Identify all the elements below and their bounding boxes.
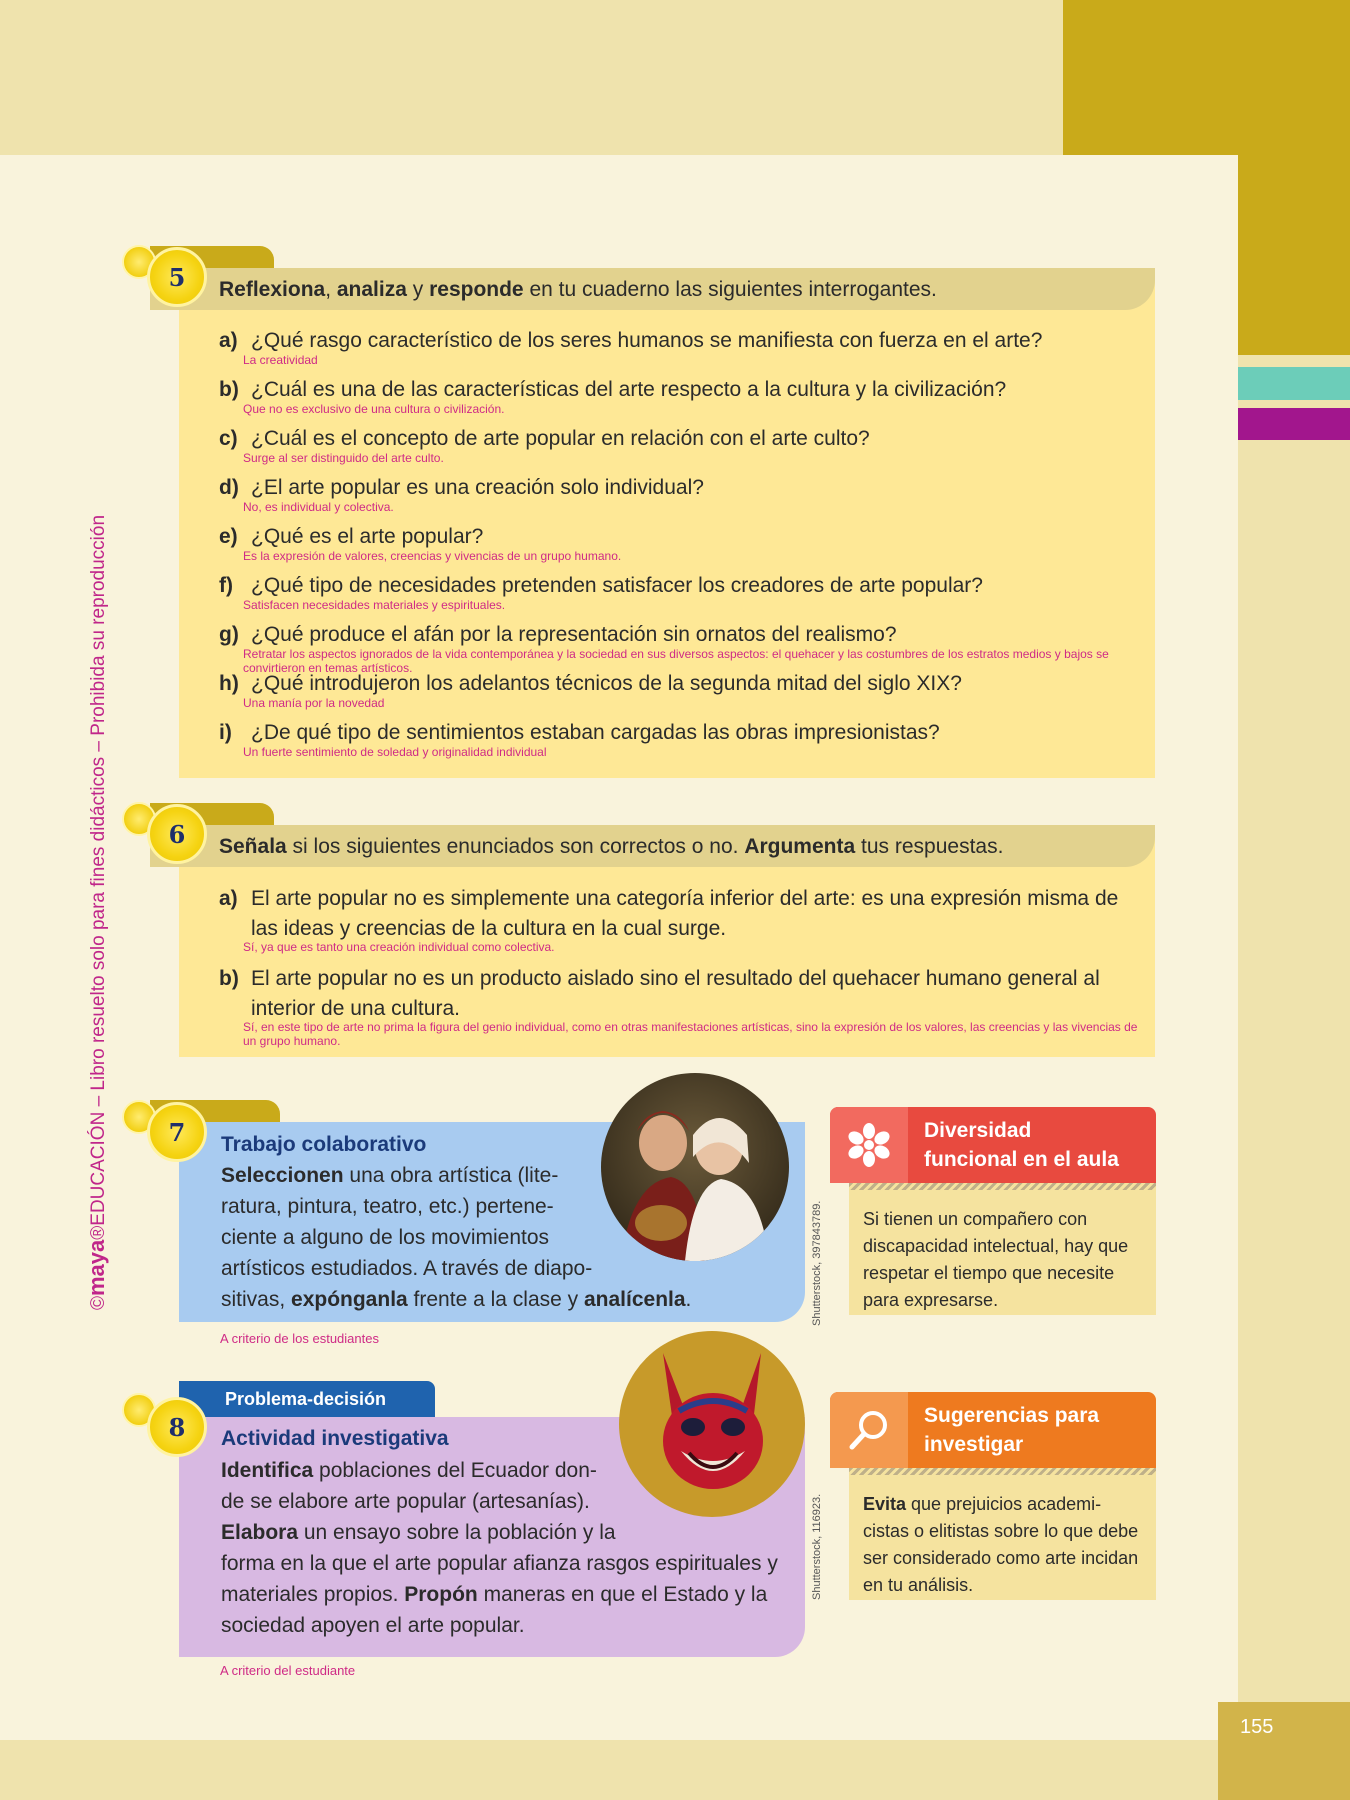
statement-6a: a) El arte popular no es simplemente una categoría inferior del arte: es una expresión misma de las ideas y creencias de la cultura en la cual surge. bbox=[219, 887, 1119, 940]
activity-7-answer-hint: A criterio de los estudiantes bbox=[220, 1331, 379, 1346]
asterisk-flower-icon bbox=[846, 1122, 892, 1168]
painting-image bbox=[601, 1073, 789, 1261]
question-5e: e) ¿Qué es el arte popular? bbox=[219, 525, 484, 548]
sugerencias-title: Sugerencias para investigar bbox=[924, 1404, 1100, 1456]
activity-8-body: Identifica poblaciones del Ecuador don- de se elabore arte popular (artesanías). Elabora un ensayo sobre la población y la forma en la que el arte popular afianza rasgos espirituales y materiales propios. Propón maneras en que el Estado y la sociedad apoyen el arte popular. bbox=[221, 1459, 778, 1637]
teal-strip bbox=[1238, 367, 1350, 400]
answer-5i: Un fuerte sentimiento de soledad y originalidad individual bbox=[243, 745, 547, 759]
answer-6a: Sí, ya que es tanto una creación individual como colectiva. bbox=[243, 940, 555, 954]
activity-8-number-badge: 8 bbox=[147, 1397, 207, 1457]
answer-5b: Que no es exclusivo de una cultura o civilización. bbox=[243, 402, 505, 416]
answer-5c: Surge al ser distinguido del arte culto. bbox=[243, 451, 444, 465]
activity-5-number-badge: 5 bbox=[147, 247, 207, 307]
vertical-copyright-notice bbox=[84, 515, 110, 1310]
photo-credit-8: Shutterstock, 116923. bbox=[811, 1493, 823, 1600]
bottom-band bbox=[0, 1740, 1350, 1800]
activity-8-answer-hint: A criterio del estudiante bbox=[220, 1663, 356, 1678]
question-5a: a) ¿Qué rasgo característico de los seres humanos se manifiesta con fuerza en el arte? bbox=[219, 329, 1043, 352]
right-margin bbox=[1238, 440, 1350, 1800]
diversidad-title: Diversidad funcional en el aula bbox=[924, 1119, 1119, 1171]
answer-5h: Una manía por la novedad bbox=[243, 696, 385, 710]
answer-5f: Satisfacen necesidades materiales y espirituales. bbox=[243, 598, 506, 612]
sugerencias-stripe bbox=[849, 1468, 1156, 1475]
activity-7-number-badge: 7 bbox=[147, 1102, 207, 1162]
answer-5g: Retratar los aspectos ignorados de la vida contemporánea y la sociedad en sus diversos aspectos: el quehacer y las costumbres de los estratos medios y bajos se convirtieron en temas artísticos. bbox=[243, 647, 1109, 675]
question-5i: i) ¿De qué tipo de sentimientos estaban cargadas las obras impresionistas? bbox=[219, 721, 940, 744]
answer-5d: No, es individual y colectiva. bbox=[243, 500, 394, 514]
question-5c: c) ¿Cuál es el concepto de arte popular en relación con el arte culto? bbox=[219, 427, 870, 450]
top-band bbox=[0, 0, 1063, 155]
brand-name: maya bbox=[84, 1239, 109, 1296]
question-5b: b) ¿Cuál es una de las características del arte respecto a la cultura y la civilización? bbox=[219, 378, 1007, 401]
sugerencias-icon-box bbox=[830, 1392, 908, 1468]
activity-7-title: Trabajo colaborativo bbox=[221, 1133, 427, 1156]
registered-symbol: ® bbox=[88, 1225, 109, 1240]
question-5d: d) ¿El arte popular es una creación solo individual? bbox=[219, 476, 704, 499]
question-5g: g) ¿Qué produce el afán por la representación sin ornatos del realismo? bbox=[219, 623, 897, 646]
activity-7-body: Seleccionen una obra artística (lite- ratura, pintura, teatro, etc.) pertene- ciente a alguno de los movimientos artísticos estudiados. A través de diapo- sitivas, expónganla frente a la clase y analícenla. bbox=[221, 1164, 692, 1311]
activity-8-title: Actividad investigativa bbox=[221, 1427, 449, 1450]
problema-decision-tab: Problema-decisión bbox=[179, 1381, 435, 1417]
answer-6b: Sí, en este tipo de arte no prima la figura del genio individual, como en otras manifestaciones artísticas, sino la expresión de los valores, las creencias y las vivencias de un grupo humano. bbox=[243, 1020, 1138, 1048]
activity-6-number-badge: 6 bbox=[147, 804, 207, 864]
diversidad-stripe bbox=[849, 1183, 1156, 1190]
question-5f: f) ¿Qué tipo de necesidades pretenden satisfacer los creadores de arte popular? bbox=[219, 574, 983, 597]
devil-mask-image bbox=[619, 1331, 805, 1517]
statement-6b: b) El arte popular no es un producto aislado sino el resultado del quehacer humano general al interior de una cultura. bbox=[219, 967, 1100, 1020]
magenta-strip bbox=[1238, 408, 1350, 440]
answer-5e: Es la expresión de valores, creencias y vivencias de un grupo humano. bbox=[243, 549, 622, 563]
activity-5-instructions: Reflexiona, analiza y responde en tu cuaderno las siguientes interrogantes. bbox=[219, 278, 937, 301]
diversidad-icon-box bbox=[830, 1107, 908, 1183]
activity-6-instructions: Señala si los siguientes enunciados son correctos o no. Argumenta tus respuestas. bbox=[219, 835, 1004, 858]
diversidad-body: Si tienen un compañero con discapacidad intelectual, hay que respetar el tiempo que necesite para expresarse. bbox=[849, 1190, 1156, 1315]
notice-text: EDUCACIÓN – Libro resuelto solo para fines didácticos – Prohibida su reproducción bbox=[88, 514, 109, 1226]
mask-photo bbox=[619, 1331, 805, 1517]
painting-photo bbox=[601, 1073, 789, 1261]
question-5h: h) ¿Qué introdujeron los adelantos técnicos de la segunda mitad del siglo XIX? bbox=[219, 672, 962, 695]
copyright-symbol: © bbox=[88, 1296, 109, 1310]
sugerencias-body: Evita que prejuicios academi-cistas o elitistas sobre lo que debe ser considerado como arte incidan en tu análisis. bbox=[849, 1475, 1156, 1600]
magnifier-icon bbox=[846, 1407, 892, 1453]
answer-5a: La creatividad bbox=[243, 353, 318, 367]
photo-credit-7: Shutterstock, 397843789. bbox=[811, 1200, 823, 1326]
page-number: 155 bbox=[1240, 1716, 1274, 1738]
page-number-box bbox=[1218, 1702, 1350, 1800]
